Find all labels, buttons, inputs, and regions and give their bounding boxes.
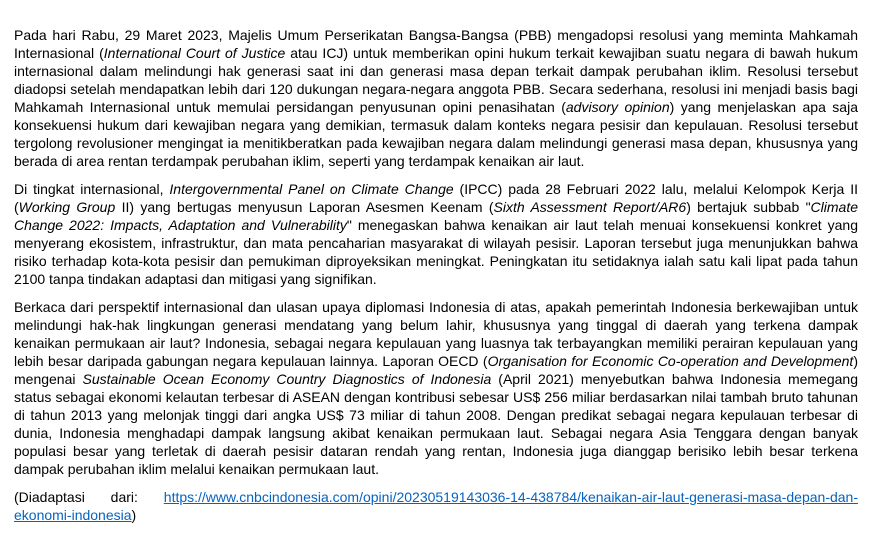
italic-text-run: International Court of Justice bbox=[103, 45, 286, 61]
text-run: Pada hari Rabu, 29 Maret 2023, Majelis Umum Perserikatan Bangsa-Bangsa (PBB) mengadopsi resolusi yang meminta Mahkamah Internasional ( bbox=[14, 27, 858, 61]
text-run: (April 2021) menyebutkan bahwa Indonesia memegang status sebagai ekonomi kelautan terbesar di ASEAN dengan kontribusi sebesar US$ 256 miliar berdasarkan nilai tambah bruto tahunan di tahun 2013 yang melonjak tinggi dari angka US$ 73 miliar di tahun 2008. Dengan predikat sebagai negara kepulauan terbesar di dunia, Indonesia menghadapi dampak langsung akibat kenaikan permukaan laut. Sebagai negara Asia Tenggara dengan banyak populasi besar yang terletak di daerah pesisir dataran rendah yang rentan, Indonesia juga dianggap berisiko lebih besar terkena dampak perubahan iklim melalui kenaikan permukaan laut. bbox=[14, 371, 858, 477]
italic-text-run: Working Group bbox=[18, 199, 116, 215]
italic-text-run: Intergovernmental Panel on Climate Change bbox=[169, 181, 454, 197]
paragraph bbox=[14, 298, 858, 478]
text-run: Di tingkat internasional, bbox=[14, 181, 170, 197]
italic-text-run: Sixth Assessment Report/AR6 bbox=[493, 199, 687, 215]
text-run: Berkaca dari perspektif internasional dan ulasan upaya diplomasi Indonesia di atas, apakah pemerintah Indonesia berkewajiban untuk melindungi hak-hak lingkungan generasi mendatang yang belum lahir, khususnya yang tinggal di daerah yang terkena dampak kenaikan permukaan air laut? Indonesia, sebagai negara kepulauan yang luasnya tak terbayangkan memiliki perairan kepulauan yang lebih besar daripada gabungan negara kepulauan lainnya. Laporan OECD ( bbox=[14, 299, 858, 369]
text-run: atau ICJ) untuk memberikan opini hukum terkait kewajiban suatu negara di bawah hukum internasional dalam melindungi hak generasi saat ini dan generasi masa depan terkait dampak perubahan iklim. Resolusi tersebut diadopsi setelah mendapatkan lebih dari 120 dukungan negara-negara anggota PBB. Secara sederhana, resolusi ini menjadi basis bagi Mahkamah Internasional untuk memulai persidangan penyusunan opini penasihatan ( bbox=[14, 45, 859, 115]
paragraph bbox=[14, 26, 858, 170]
text-run: " menegaskan bahwa kenaikan air laut telah menuai konsekuensi konkret yang menyerang ekosistem, infrastruktur, dan mata pencaharian masyarakat di wilayah pesisir. Laporan tersebut juga menunjukkan bahwa risiko terhadap kota-kota pesisir dan pemukiman diproyeksikan meningkat. Peningkatan itu setidaknya ialah satu kali lipat pada tahun 2100 tanpa tindakan adaptasi dan mitigasi yang signifikan. bbox=[14, 217, 858, 287]
text-run: ) mengenai bbox=[14, 353, 858, 387]
source-link[interactable]: https://www.cnbcindonesia.com/opini/20230519143036-14-438784/kenaikan-air-laut-generasi-masa-depan-dan-ekonomi-indonesia bbox=[14, 489, 858, 523]
italic-text-run: advisory opinion bbox=[565, 99, 670, 115]
text-run: ) bertajuk subbab " bbox=[686, 199, 811, 215]
text-run: (Diadaptasi dari: bbox=[14, 489, 164, 505]
article-body bbox=[14, 26, 858, 524]
italic-text-run: Climate Change 2022: Impacts, Adaptation and Vulnerability bbox=[14, 199, 859, 233]
text-run: (IPCC) pada 28 Februari 2022 lalu, melalui Kelompok Kerja II ( bbox=[14, 181, 858, 215]
italic-text-run: Organisation for Economic Co-operation and Development bbox=[487, 353, 854, 369]
text-run: ) yang menjelaskan apa saja konsekuensi hukum dari kewajiban negara yang demikian, termasuk dalam konteks negara pesisir dan kepulauan. Resolusi tersebut tergolong revolusioner mengingat ia menitikberatkan pada kewajiban negara dalam melindungi generasi masa depan, khususnya yang berada di area rentan terdampak perubahan iklim, seperti yang terdampak kenaikan air laut. bbox=[14, 99, 858, 169]
paragraph bbox=[14, 180, 858, 288]
text-run: II) yang bertugas menyusun Laporan Asesmen Keenam ( bbox=[115, 199, 494, 215]
paragraph bbox=[14, 488, 858, 524]
text-run: ) bbox=[131, 507, 137, 523]
italic-text-run: Sustainable Ocean Economy Country Diagnostics of Indonesia bbox=[82, 371, 492, 387]
